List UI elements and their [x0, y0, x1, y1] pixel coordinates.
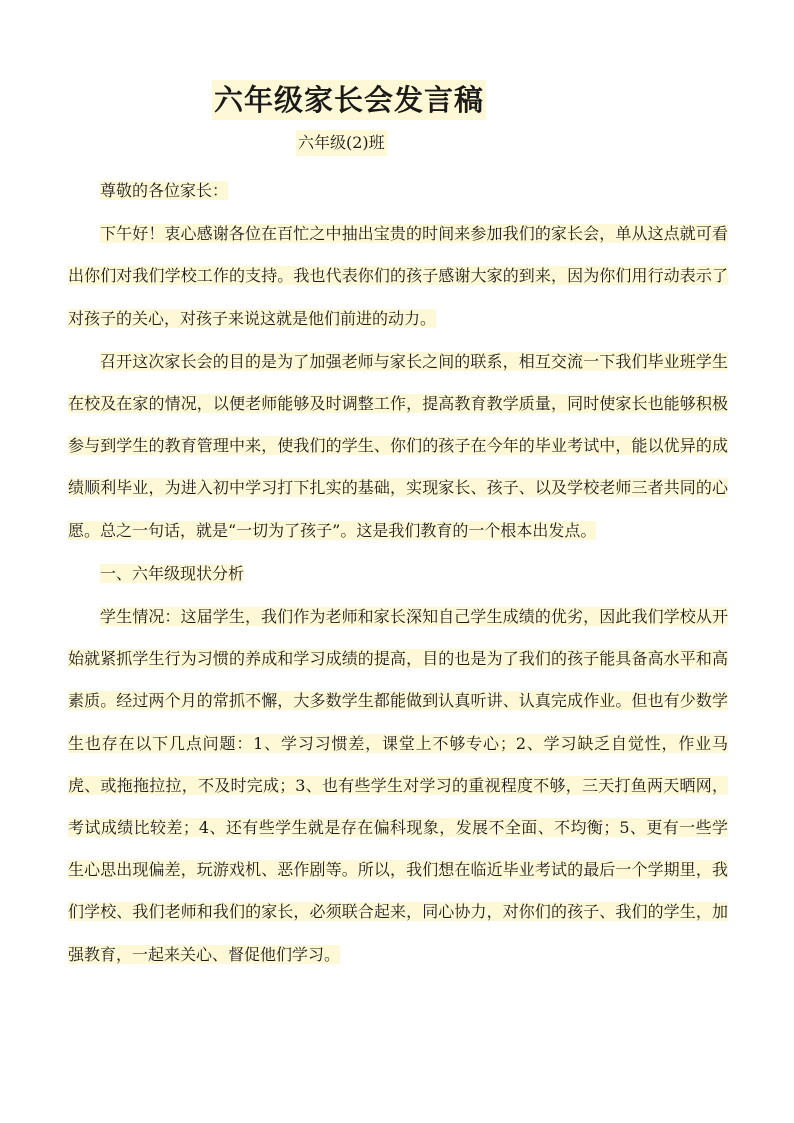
subtitle-block — [296, 130, 387, 156]
student-situation-text: 学生情况：这届学生，我们作为老师和家长深知自己学生成绩的优劣，因此我们学校从开始就紧抓学生行为习惯的养成和学习成绩的提高，目的也是为了我们的孩子能具备高水平和高素质。经过两个月的常抓不懈，大多数学生都能做到认真听讲、认真完成作业。但也有少数学生也存在以下几点问题：1、学习习惯差，课堂上不够专心；2、学习缺乏自觉性，作业马虎、或拖拖拉拉，不及时完成；3、也有些学生对学习的重视程度不够，三天打鱼两天晒网，考试成绩比较差；4、还有些学生就是存在偏科现象，发展不全面、不均衡；5、更有一些学生心思出现偏差，玩游戏机、恶作剧等。所以，我们想在临近毕业考试的最后一个学期里，我们学校、我们老师和我们的家长，必须联合起来，同心协力，对你们的孩子、我们的学生，加强教育，一起来关心、督促他们学习。 — [68, 607, 728, 964]
section-heading — [68, 553, 728, 595]
greeting-paragraph — [68, 213, 728, 340]
document-subtitle: 六年级(2)班 — [296, 130, 387, 156]
salutation-paragraph — [68, 170, 728, 212]
document-body — [68, 170, 728, 976]
document-title: 六年级家长会发言稿 — [212, 80, 486, 120]
student-situation-paragraph — [68, 596, 728, 976]
title-block — [212, 80, 486, 120]
purpose-text: 召开这次家长会的目的是为了加强老师与家长之间的联系，相互交流一下我们毕业班学生在校及在家的情况，以便老师能够及时调整工作，提高教育教学质量，同时使家长也能够积极参与到学生的教育管理中来，使我们的学生、你们的孩子在今年的毕业考试中，能以优异的成绩顺利毕业，为进入初中学习打下扎实的基础，实现家长、孩子、以及学校老师三者共同的心愿。总之一句话，就是“一切为了孩子”。这是我们教育的一个根本出发点。 — [68, 351, 728, 540]
salutation-text: 尊敬的各位家长： — [100, 181, 229, 200]
section-heading-text: 一、六年级现状分析 — [100, 563, 245, 583]
purpose-paragraph — [68, 341, 728, 552]
greeting-text: 下午好！衷心感谢各位在百忙之中抽出宝贵的时间来参加我们的家长会，单从这点就可看出你们对我们学校工作的支持。我也代表你们的孩子感谢大家的到来，因为你们用行动表示了对孩子的关心，对孩子来说这就是他们前进的动力。 — [68, 224, 728, 328]
